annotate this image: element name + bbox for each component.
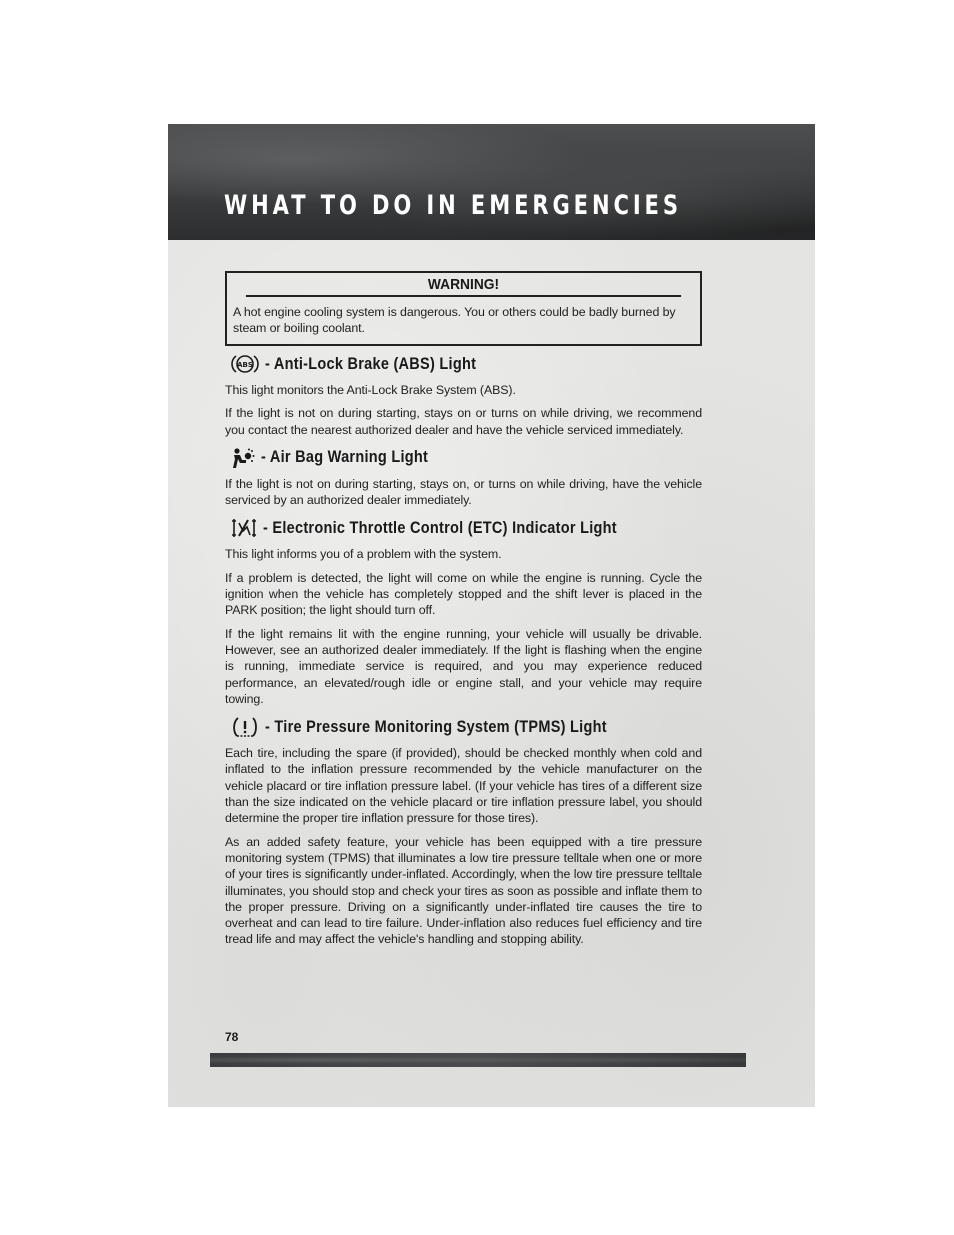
section-heading: [231, 354, 702, 374]
warning-heading: WARNING!: [246, 273, 681, 297]
section-abs: [225, 354, 702, 438]
section-title: - Air Bag Warning Light: [261, 448, 429, 467]
header-band: [168, 124, 815, 240]
tpms-warning-icon: [231, 716, 259, 738]
warning-box: [225, 271, 702, 346]
section-title: - Anti-Lock Brake (ABS) Light: [265, 354, 477, 373]
etc-throttle-icon: [231, 517, 257, 539]
paragraph: This light monitors the Anti-Lock Brake System (ABS).: [225, 383, 516, 397]
abs-warning-icon: [231, 353, 259, 375]
section-tpms: [225, 717, 702, 948]
section-heading: [231, 448, 702, 468]
paragraph: If a problem is detected, the light will come on while the engine is running. Cycle the ignition when the vehicle has completely stopped and the shift lever is placed in the PARK position; the light should turn off.: [225, 570, 702, 618]
paragraph: If the light is not on during starting, stays on or turns on while driving, we recommend you contact the nearest authorized dealer and have the vehicle serviced immediately.: [225, 406, 702, 437]
svg-text:ABS: ABS: [237, 361, 253, 369]
paragraph: As an added safety feature, your vehicle has been equipped with a tire pressure monitoring system (TPMS) that illuminates a low tire pressure telltale when one or more of your tires is significantly under-inflated. Accordingly, when the low tire pressure telltale illuminates, you should stop and check your tires as soon as possible and inflate them to the proper pressure. Driving on a significantly under-inflated tire causes the tire to overheat and can lead to tire failure. Under-inflation also reduces fuel efficiency and tire tread life and may affect the vehicle's handling and stopping ability.: [225, 834, 702, 947]
paragraph: This light informs you of a problem with the system.: [225, 547, 502, 562]
chapter-title: WHAT TO DO IN EMERGENCIES: [224, 190, 682, 221]
section-title: - Electronic Throttle Control (ETC) Indicator Light: [263, 518, 617, 537]
manual-page: [168, 124, 815, 1107]
paragraph: If the light is not on during starting, stays on, or turns on while driving, have the vehicle serviced by an authorized dealer immediately.: [225, 476, 702, 508]
page-content: [225, 271, 702, 955]
page-number: 78: [225, 1030, 239, 1044]
section-heading: [231, 518, 702, 538]
warning-text: A hot engine cooling system is dangerous. You or others could be badly burned by steam or boiling coolant.: [233, 305, 676, 335]
section-airbag: [225, 448, 702, 509]
paragraph: If the light remains lit with the engine running, your vehicle will usually be drivable. However, see an authorized dealer immediately. If the light is flashing when the engine is running, immediate service is required, and you may experience reduced performance, an elevated/rough idle or engine stall, and your vehicle may require towing.: [225, 626, 702, 706]
paragraph: Each tire, including the spare (if provided), should be checked monthly when cold and inflated to the inflation pressure recommended by the vehicle manufacturer on the vehicle placard or tire inflation pressure label. (If your vehicle has tires of a different size than the size indicated on the vehicle placard or tire inflation pressure label, you should determine the proper tire inflation pressure for those tires).: [225, 746, 702, 826]
footer-band: [210, 1053, 746, 1067]
section-etc: [225, 518, 702, 707]
section-heading: [231, 717, 702, 737]
section-title: - Tire Pressure Monitoring System (TPMS) Light: [265, 717, 607, 736]
airbag-warning-icon: [231, 447, 255, 469]
